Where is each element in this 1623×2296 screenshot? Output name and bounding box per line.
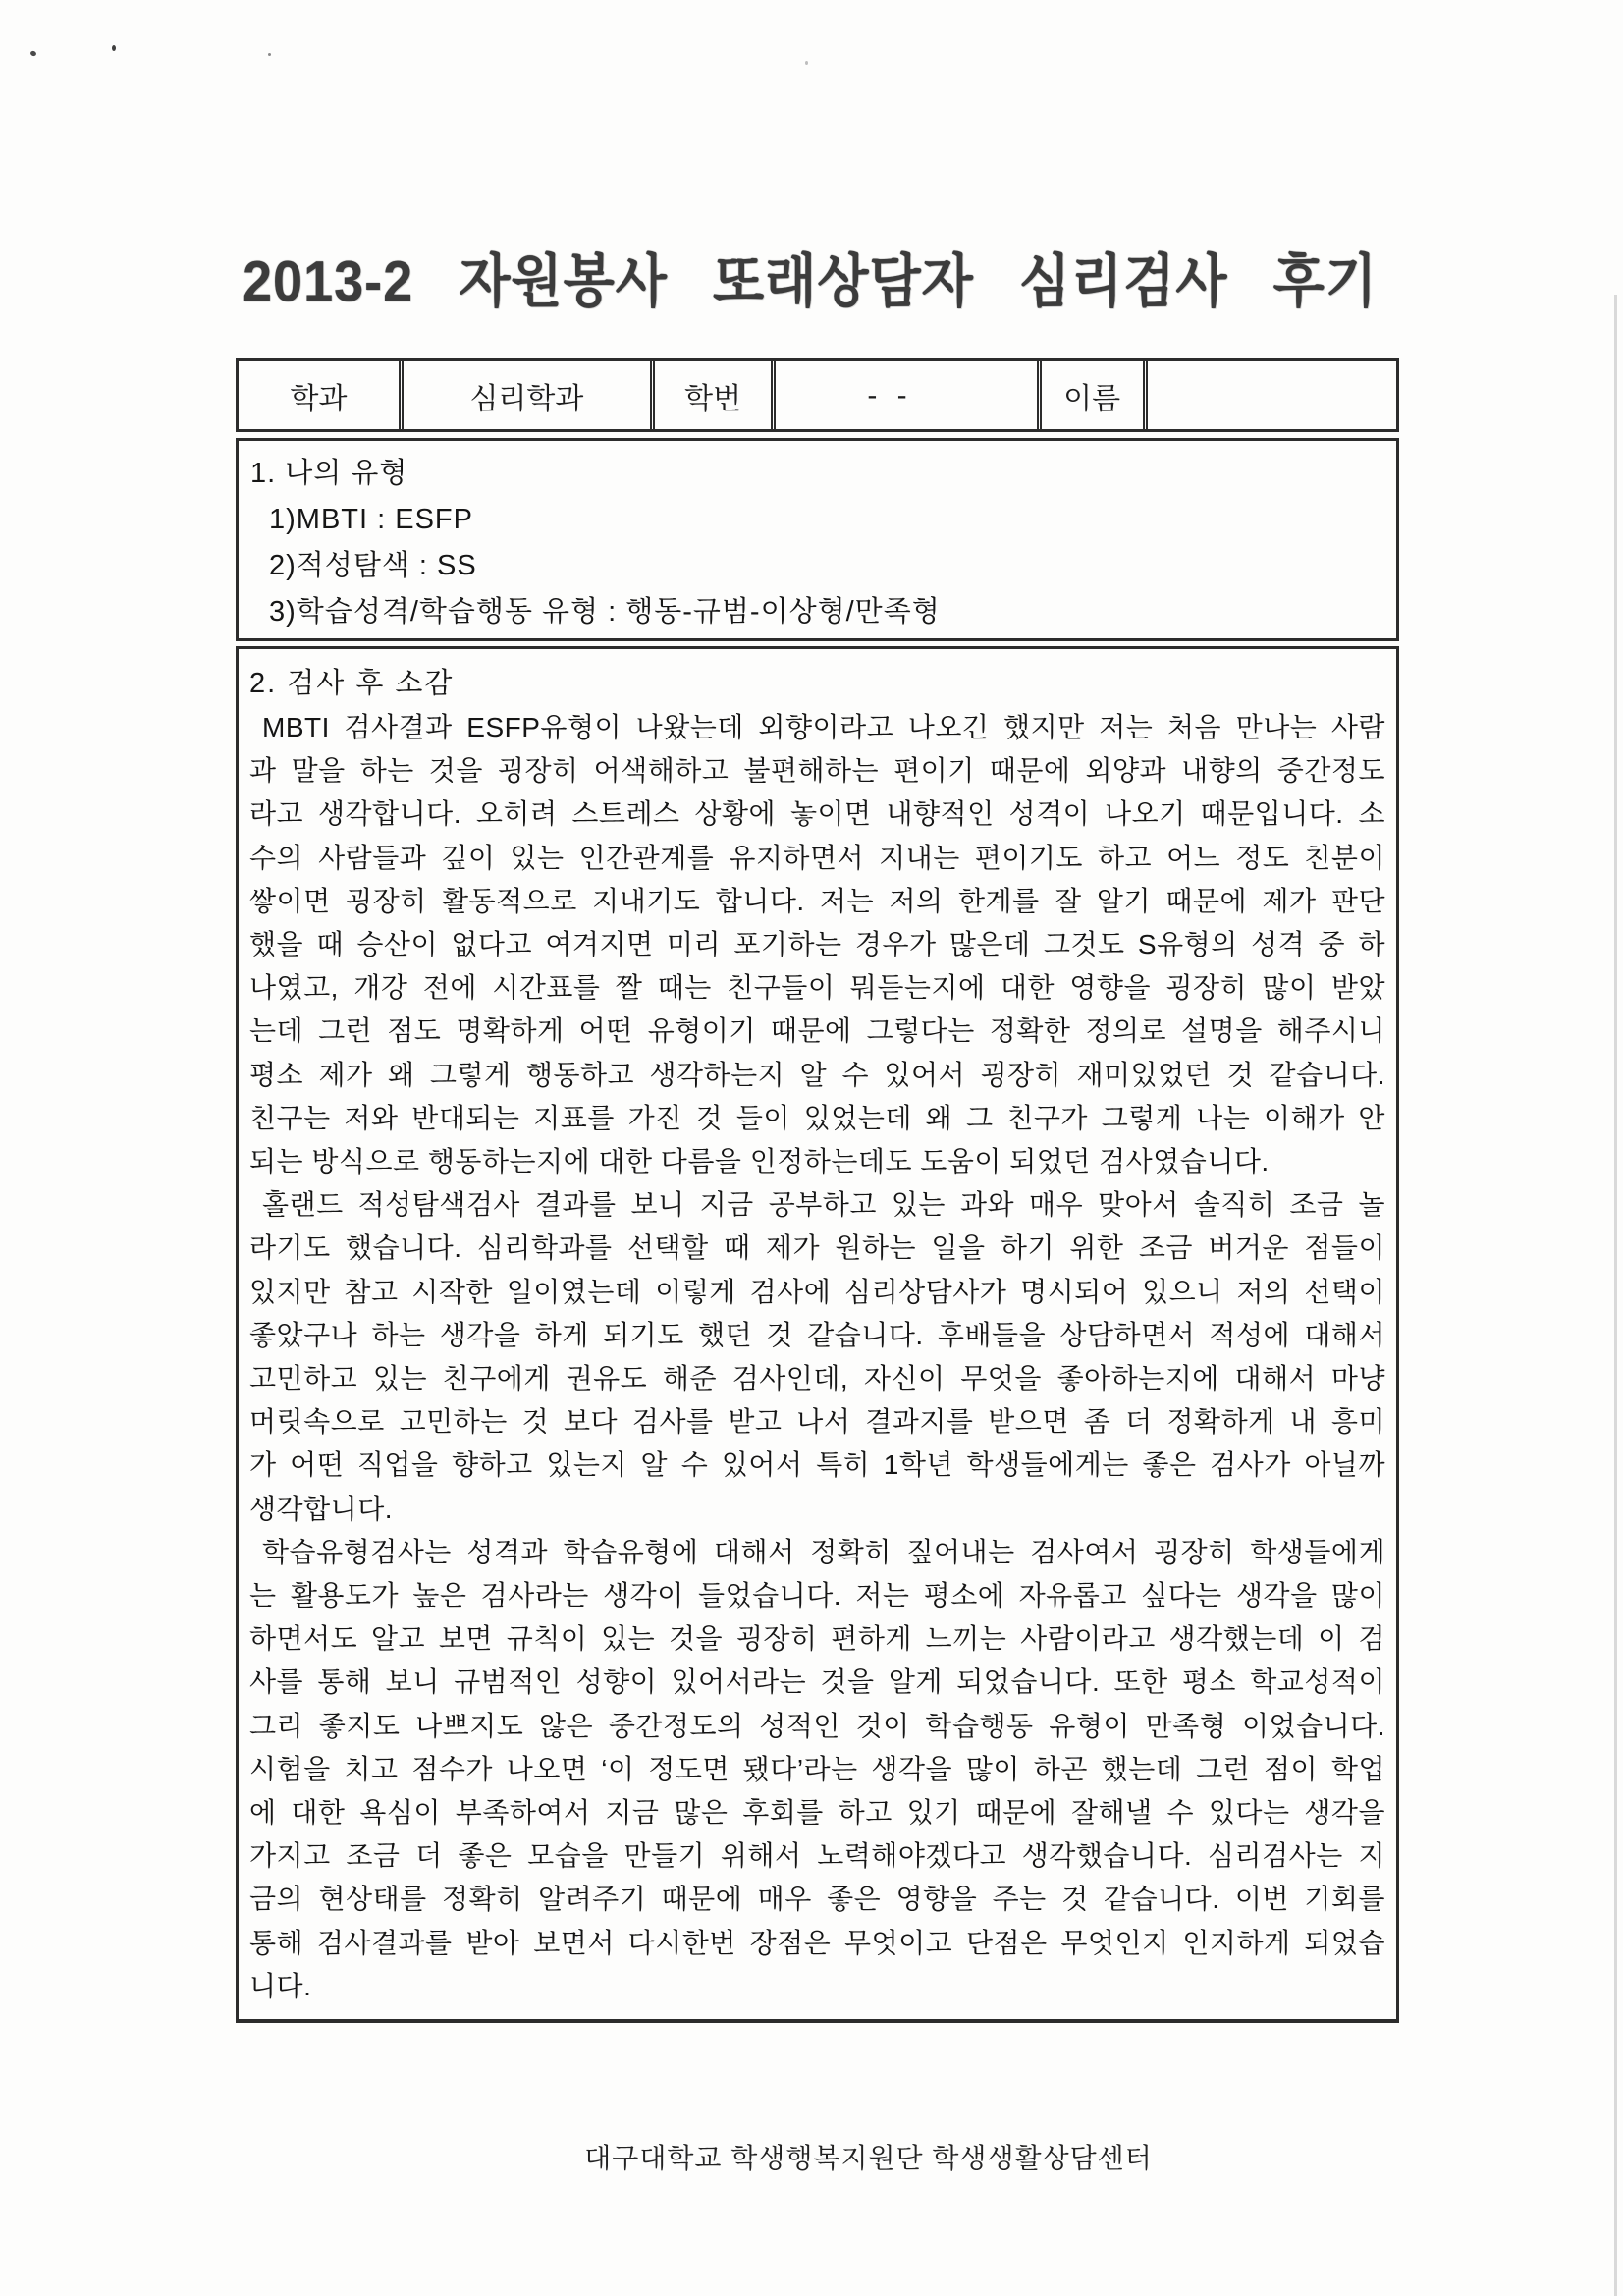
- my-type-list: [250, 497, 1382, 635]
- essay-line-8: 는데 그런 점도 명확하게 어떤 유형이기 때문에 그렇다는 정확한 정의로 설명을 해주시니: [249, 1015, 1385, 1047]
- name-value: [1148, 361, 1396, 429]
- essay-line-18: 가 어떤 직업을 향하고 있는지 알 수 있어서 특히 1학년 학생들에게는 좋은 검사가 아닐까: [249, 1449, 1385, 1481]
- essay-line-24: 그리 좋지도 나쁘지도 않은 중간정도의 성적인 것이 학습행동 유형이 만족형 이었습니다.: [249, 1710, 1385, 1741]
- essay-line-2: 과 말을 하는 것을 굉장히 어색해하고 불편해하는 편이기 때문에 외양과 내향의 중간정도: [249, 755, 1385, 787]
- essay-line-26: 에 대한 욕심이 부족하여서 지금 많은 후회를 하고 있기 때문에 잘해낼 수 있다는 생각을: [249, 1797, 1385, 1829]
- essay-line-17: 머릿속으로 고민하는 것 보다 검사를 받고 나서 결과지를 받으면 좀 더 정확하게 내 흥미: [249, 1406, 1385, 1438]
- footer-text: 대구대학교 학생행복지원단 학생생활상담센터: [584, 2143, 1153, 2173]
- scan-speckle: [268, 53, 271, 56]
- department-value: 심리학과: [404, 361, 655, 429]
- essay-line-21: 는 활용도가 높은 검사라는 생각이 들었습니다. 저는 평소에 자유롭고 싶다는 생각을 많이: [249, 1580, 1385, 1612]
- essay-line-3: 라고 생각합니다. 오히려 스트레스 상황에 놓이면 내향적인 성격이 나오기 때문입니다. 소: [249, 798, 1385, 830]
- my-type-item-1: 1)MBTI : ESFP: [269, 504, 473, 535]
- essay-line-7: 나였고, 개강 전에 시간표를 짤 때는 친구들이 뭐듣는지에 대한 영향을 굉장히 많이 받았: [249, 972, 1385, 1004]
- essay-line-13: 라기도 했습니다. 심리학과를 선택할 때 제가 원하는 일을 하기 위한 조금 버거운 점들이: [249, 1232, 1385, 1264]
- essay-line-28: 금의 현상태를 정확히 알려주기 때문에 매우 좋은 영향을 주는 것 같습니다. 이번 기회를: [249, 1884, 1385, 1915]
- essay-body: [249, 706, 1385, 2008]
- essay-line-29: 통해 검사결과를 받아 보면서 다시한번 장점은 무엇이고 단점은 무엇인지 인지하게 되었습: [249, 1927, 1385, 1958]
- impressions-section: [236, 646, 1399, 2023]
- student-id-value: - -: [776, 361, 1041, 429]
- impressions-heading: 2. 검사 후 소감: [249, 668, 455, 699]
- essay-line-5: 쌓이면 굉장히 활동적으로 지내기도 합니다. 저는 저의 한계를 잘 알기 때문에 제가 판단: [249, 885, 1385, 916]
- student-info-row: [239, 361, 1396, 429]
- scan-speckle: [805, 61, 808, 65]
- essay-line-25: 시험을 치고 점수가 나오면 ‘이 정도면 됐다’라는 생각을 많이 하곤 했는데 그런 점이 학업: [249, 1753, 1385, 1784]
- essay-line-23: 사를 통해 보니 규범적인 성향이 있어서라는 것을 알게 되었습니다. 또한 평소 학교성적이: [249, 1667, 1385, 1698]
- essay-line-22: 하면서도 알고 보면 규칙이 있는 것을 굉장히 편하게 느끼는 사람이라고 생각했는데 이 검: [249, 1623, 1385, 1655]
- essay-line-20: 학습유형검사는 성격과 학습유형에 대해서 정확히 짚어내는 검사여서 굉장히 학생들에게: [262, 1536, 1385, 1567]
- department-label: 학과: [239, 361, 404, 429]
- essay-line-12: 홀랜드 적성탐색검사 결과를 보니 지금 공부하고 있는 과와 매우 맞아서 솔직히 조금 놀: [262, 1189, 1385, 1221]
- essay-line-30: 니다.: [249, 1970, 312, 2001]
- my-type-item-3: 3)학습성격/학습행동 유형 : 행동-규범-이상형/만족형: [269, 596, 941, 628]
- essay-line-15: 좋았구나 하는 생각을 하게 되기도 했던 것 같습니다. 후배들을 상담하면서 적성에 대해서: [249, 1319, 1385, 1350]
- essay-line-6: 했을 때 승산이 없다고 여겨지면 미리 포기하는 경우가 많은데 그것도 S유형의 성격 중 하: [249, 929, 1385, 960]
- student-id-label: 학번: [655, 361, 776, 429]
- essay-line-9: 평소 제가 왜 그렇게 행동하고 생각하는지 알 수 있어서 굉장히 재미있었던 것 같습니다.: [249, 1059, 1385, 1090]
- essay-line-14: 있지만 참고 시작한 일이였는데 이렇게 검사에 심리상담사가 명시되어 있으니 저의 선택이: [249, 1276, 1385, 1307]
- my-type-heading: 1. 나의 유형: [250, 458, 408, 489]
- scanner-edge-artifact: [1614, 295, 1617, 2296]
- document-title: 2013-2 자원봉사 또래상담자 심리검사 후기: [243, 249, 1378, 314]
- essay-line-11: 되는 방식으로 행동하는지에 대한 다름을 인정하는데도 도움이 되었던 검사였습니다.: [249, 1146, 1270, 1177]
- my-type-item-2: 2)적성탐색 : SS: [269, 550, 477, 581]
- scan-speckle: [112, 45, 116, 51]
- essay-line-16: 고민하고 있는 친구에게 권유도 해준 검사인데, 자신이 무엇을 좋아하는지에 대해서 마냥: [249, 1363, 1385, 1394]
- essay-line-10: 친구는 저와 반대되는 지표를 가진 것 들이 있었는데 왜 그 친구가 그렇게 나는 이해가 안: [249, 1102, 1385, 1133]
- essay-line-1: MBTI 검사결과 ESFP유형이 나왔는데 외향이라고 나오긴 했지만 저는 처음 만나는 사람: [262, 712, 1385, 742]
- essay-line-27: 가지고 조금 더 좋은 모습을 만들기 위해서 노력해야겠다고 생각했습니다. 심리검사는 지: [249, 1840, 1385, 1872]
- essay-line-4: 수의 사람들과 깊이 있는 인간관계를 유지하면서 지내는 편이기도 하고 어느 정도 친분이: [249, 842, 1385, 873]
- student-info-table: [236, 358, 1399, 432]
- essay-line-19: 생각합니다.: [249, 1493, 394, 1524]
- name-label: 이름: [1042, 361, 1148, 429]
- scan-speckle: [29, 50, 36, 57]
- my-type-section: [236, 438, 1399, 641]
